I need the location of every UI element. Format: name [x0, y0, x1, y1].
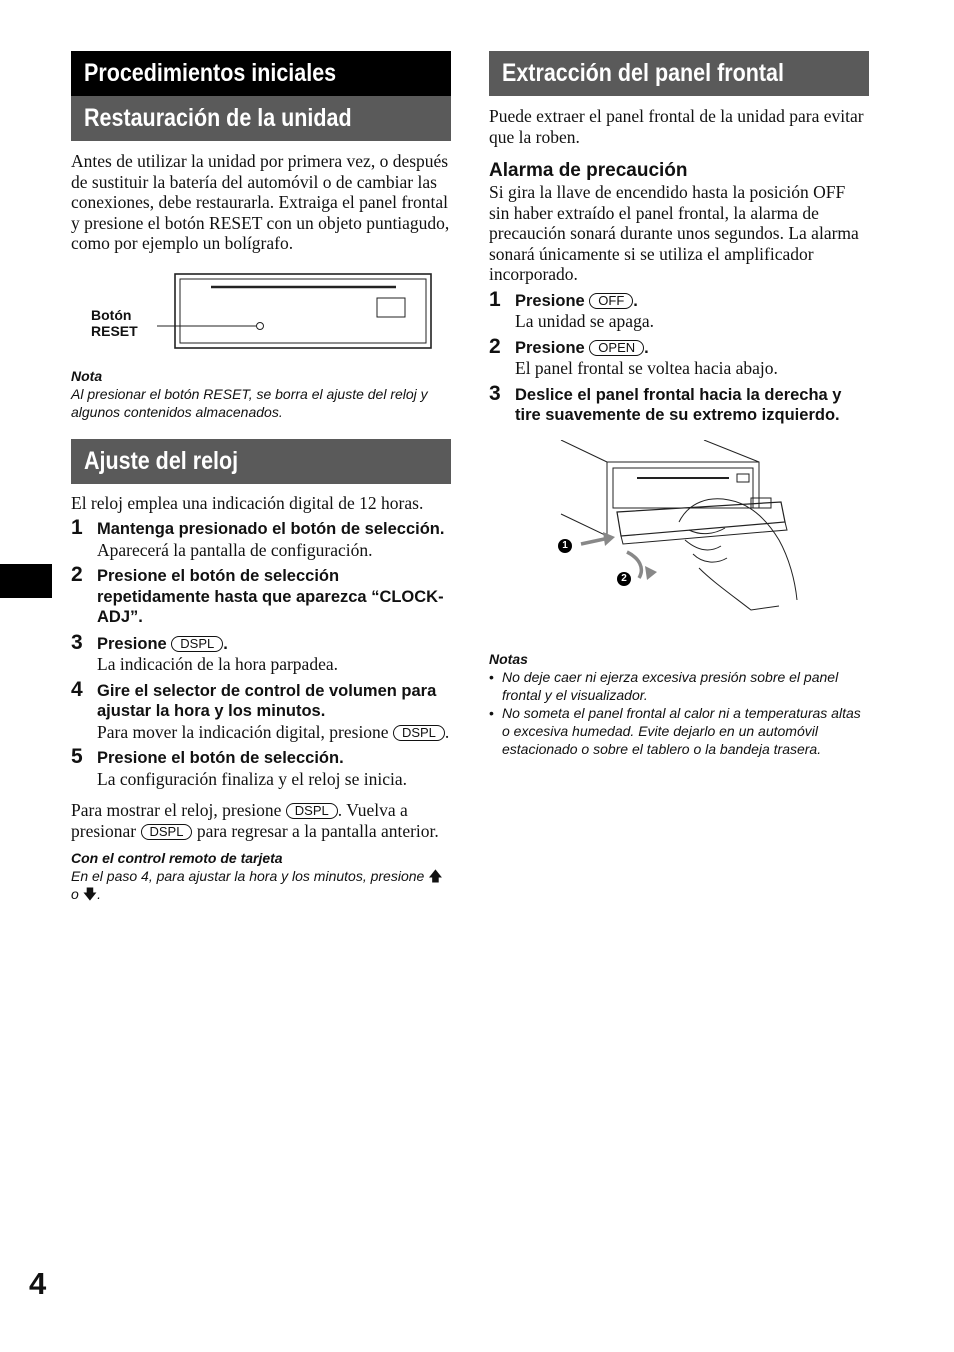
dspl-button: DSPL — [141, 824, 193, 840]
extract-step-3: 3 Deslice el panel frontal hacia la derecha y tire suavemente de su extremo izquierdo. — [489, 381, 842, 424]
extract-figure — [489, 440, 869, 630]
clock-steps — [71, 516, 451, 789]
section-side-tab — [0, 564, 52, 598]
clock-step-5: 5 Presione el botón de selección. La configuración finaliza y el reloj se inicia. — [71, 745, 408, 789]
page-number: 4 — [29, 1266, 47, 1301]
clock-intro: El reloj emplea una indicación digital de 12 horas. — [71, 492, 424, 513]
step-marker-1: 1 — [558, 539, 572, 553]
clock-step-1: 1 Mantenga presionado el botón de selección. Aparecerá la pantalla de configuración. — [71, 516, 445, 560]
extract-intro: Puede extraer el panel frontal de la unidad para evitar que la roben. — [489, 106, 864, 147]
up-arrow-icon: 🡅 — [428, 868, 443, 884]
note-item: • No someta el panel frontal al calor ni a temperaturas altas o excesiva humedad. Evite dejarlo en un automóvil estacionado o sobre el tablero o la bandeja trasera. — [489, 704, 869, 758]
off-button: OFF — [589, 293, 633, 309]
dspl-button: DSPL — [171, 636, 223, 652]
left-column — [71, 51, 451, 903]
section-heading-restauracion: Restauración de la unidad — [71, 96, 451, 141]
extract-step-2: 2 Presione OPEN . El panel frontal se voltea hacia abajo. — [489, 334, 778, 378]
alarm-heading: Alarma de precaución — [489, 160, 688, 181]
panel-removal-illustration — [489, 440, 869, 630]
note-block: Nota Al presionar el botón RESET, se borra el ajuste del reloj y algunos contenidos almacenados. — [71, 367, 428, 420]
dspl-button: DSPL — [393, 725, 445, 741]
right-column — [489, 51, 869, 758]
alarm-body: Si gira la llave de encendido hasta la posición OFF sin haber extraído el panel frontal, la alarma de precaución sonará durante unos segundos. La alarma sonará únicamente si se utiliza el amplificador incorporado. — [489, 182, 859, 284]
reset-button-label: Botón RESET — [91, 306, 138, 339]
reset-figure — [71, 271, 451, 367]
step-marker-2: 2 — [617, 572, 631, 586]
clock-step-2: 2 Presione el botón de selección repetidamente hasta que aparezca “CLOCK-ADJ”. — [71, 563, 444, 626]
section-heading-ajuste-reloj: Ajuste del reloj — [71, 439, 451, 484]
open-button: OPEN — [589, 340, 644, 356]
clock-step-3: 3 Presione DSPL . La indicación de la hora parpadea. — [71, 630, 338, 674]
notes-block: Notas • No deje caer ni ejerza excesiva presión sobre el panel frontal y el visualizador. • No someta el panel frontal al calor ni a temperaturas altas o excesiva humedad. Evite dejarlo en un automóvil estacionado o sobre el tablero o la bandeja trasera. — [489, 650, 869, 758]
note-item: • No deje caer ni ejerza excesiva presión sobre el panel frontal y el visualizador. — [489, 668, 869, 704]
down-arrow-icon: 🡇 — [82, 886, 98, 902]
section-heading-extraccion: Extracción del panel frontal — [489, 51, 869, 96]
extract-step-1: 1 Presione OFF . La unidad se apaga. — [489, 287, 654, 331]
section-heading-procedimientos: Procedimientos iniciales — [71, 51, 451, 96]
clock-step-4: 4 Gire el selector de control de volumen para ajustar la hora y los minutos. Para mover la indicación digital, presione DSPL . — [71, 677, 450, 742]
show-clock-paragraph: Para mostrar el reloj, presione DSPL . Vuelva a presionar DSPL para regresar a la pantalla anterior. — [71, 800, 439, 841]
reset-paragraph: Antes de utilizar la unidad por primera vez, o después de sustituir la batería del automóvil o de cambiar las conexiones, debe restaurarla. Extraiga el panel frontal y presione el botón RESET con un objeto puntiagudo, como por ejemplo un bolígrafo. — [71, 151, 450, 253]
dspl-button: DSPL — [286, 803, 338, 819]
extract-steps — [489, 287, 869, 426]
remote-note: Con el control remoto de tarjeta En el paso 4, para ajustar la hora y los minutos, presione 🡅 o 🡇. — [71, 850, 443, 902]
